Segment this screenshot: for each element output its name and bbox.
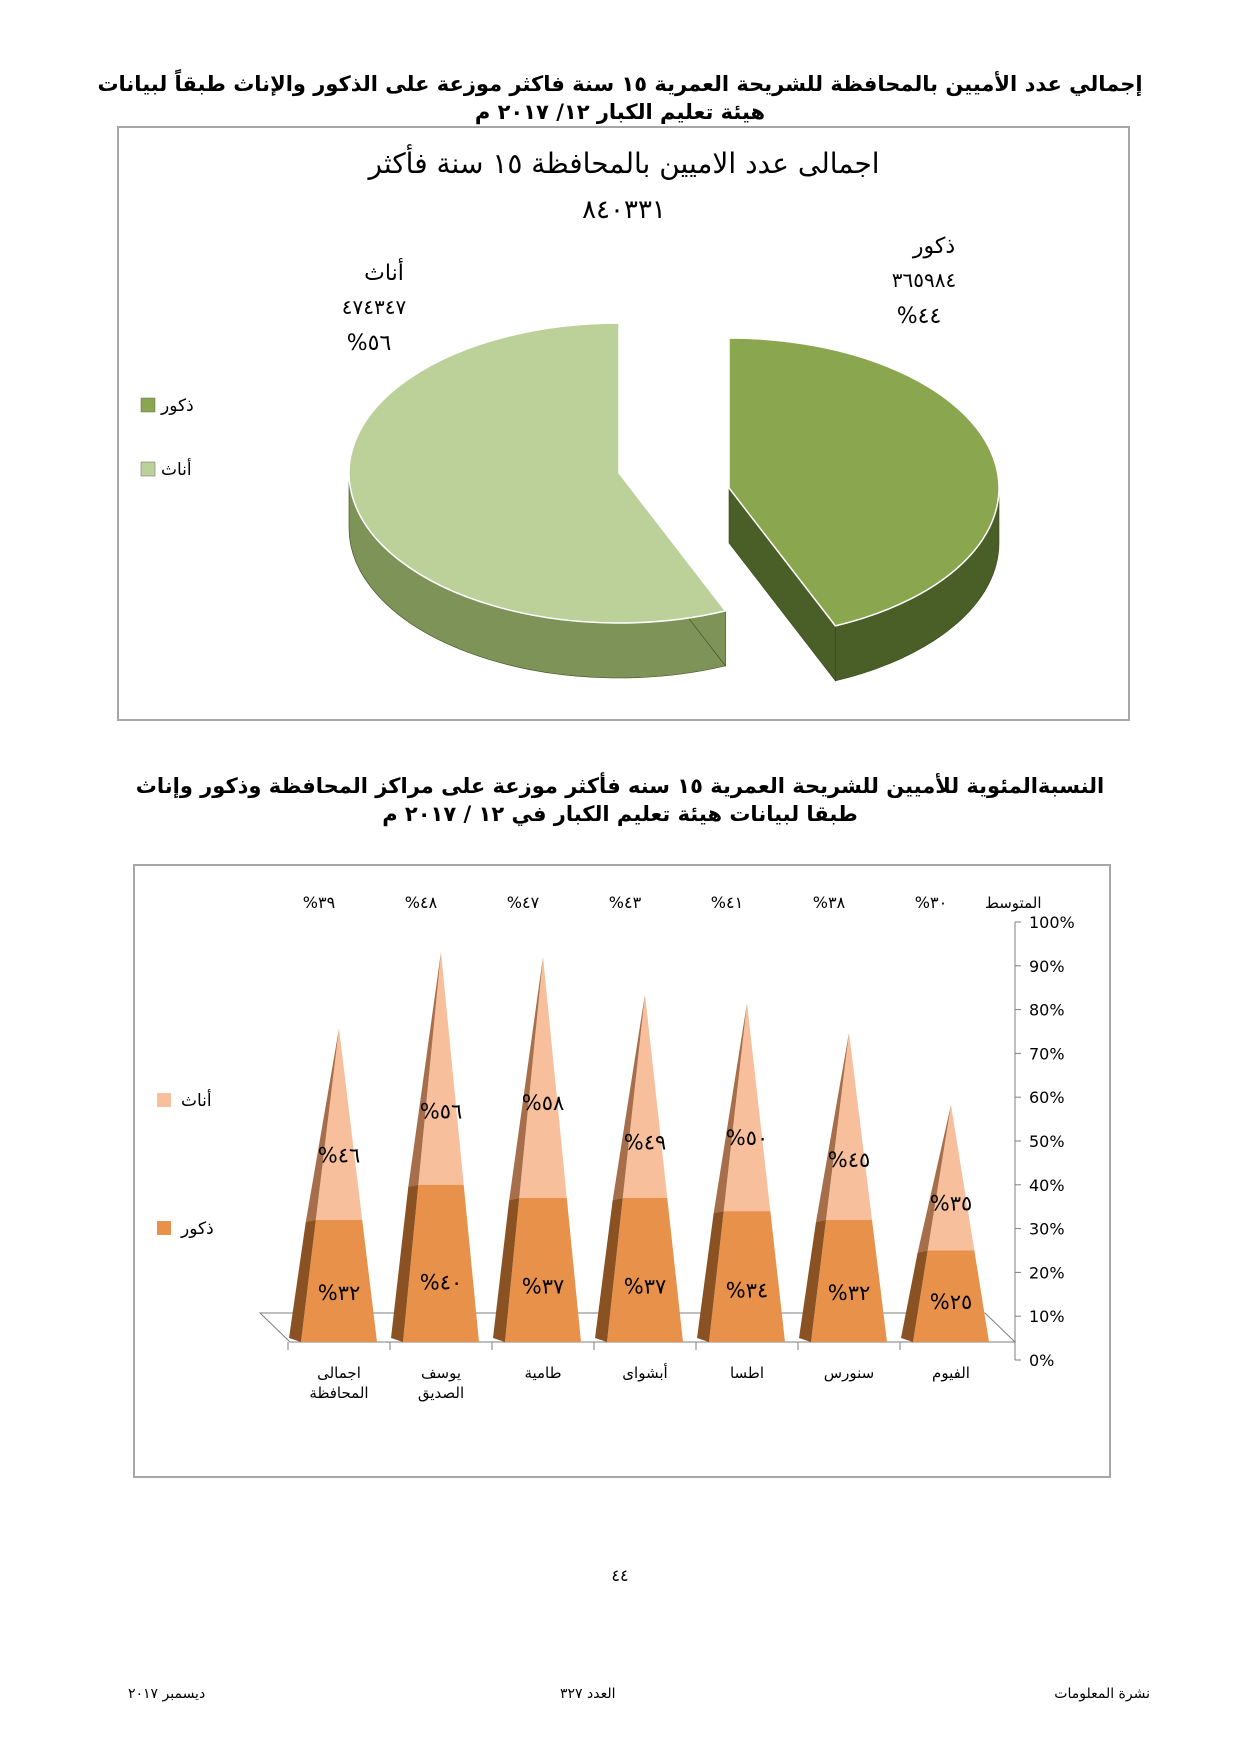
pie-title: اجمالى عدد الاميين بالمحافظة ١٥ سنة فأكثر [368,147,880,180]
pie-slice-percent: %٥٦ [346,331,392,356]
y-tick-label: 90% [1029,956,1065,976]
y-tick-label: 70% [1029,1044,1065,1064]
y-tick-label: 60% [1029,1088,1065,1108]
chart1-heading-line1: إجمالي عدد الأميين بالمحافظة للشريحة العمرية ١٥ سنة فاكثر موزعة على الذكور والإناث طبقاً لبيانات [97,72,1143,96]
pie-slice-name: أناث [364,261,404,286]
pie-total: ٨٤٠٣٣١ [582,195,666,225]
category-label: طامية [524,1364,562,1382]
y-tick-label: 40% [1029,1175,1065,1195]
category-label: اطسا [729,1364,765,1382]
footer-issue: العدد ٣٢٧ [560,1686,616,1702]
female-value-label: %٤٩ [623,1130,667,1155]
y-tick-label: 80% [1029,1000,1065,1020]
female-value-label: %٥٨ [521,1090,565,1115]
chart2-heading-line2: طبقا لبيانات هيئة تعليم الكبار في ١٢ / ٢٠١٧ م [382,802,858,826]
average-value: %٤٧ [506,893,540,912]
category-label: يوسف الصديق [417,1364,465,1402]
pie-legend-swatch [141,398,155,412]
pie-slice-value: ٣٦٥٩٨٤ [891,268,957,292]
chart2-heading-line1: النسبةالمئوية للأميين للشريحة العمرية ١٥ سنه فأكثر موزعة على مراكز المحافظة وذكور وإناث [135,774,1105,798]
category-label: اجمالى المحافظة [309,1364,369,1402]
pie-legend-label: ذكور [161,396,194,416]
y-tick-label: 20% [1029,1263,1065,1283]
y-tick-label: 30% [1029,1219,1065,1239]
pie-slice-name: ذكور [912,234,956,259]
male-value-label: %٣٧ [521,1274,565,1299]
footer-publication: نشرة المعلومات [1054,1686,1150,1702]
average-label: المتوسط [985,894,1042,912]
footer-date: ديسمبر ٢٠١٧ [128,1686,206,1702]
pie-slice-value: ٤٧٤٣٤٧ [341,295,407,319]
male-value-label: %٢٥ [929,1290,973,1315]
female-value-label: %٥٠ [725,1126,769,1150]
average-value: %٤٨ [404,893,438,912]
average-value: %٣٠ [914,893,948,912]
pie-legend-label: أناث [161,460,192,480]
female-value-label: %٣٥ [929,1191,973,1216]
male-value-label: %٣٧ [623,1274,667,1299]
average-value: %٤٣ [608,893,642,912]
average-value: %٤١ [710,893,744,912]
bar-legend-label: أناث [181,1091,212,1111]
average-value: %٣٨ [812,893,846,912]
pie-slice-percent: %٤٤ [896,304,942,329]
pie-chart [119,128,1128,719]
pie-legend-swatch [141,462,155,476]
female-value-label: %٤٦ [317,1143,361,1168]
y-tick-label: 50% [1029,1132,1065,1151]
female-value-label: %٤٥ [827,1147,871,1172]
average-value: %٣٩ [302,893,336,912]
category-label: أبشواى [622,1364,668,1382]
y-tick-label: 100% [1029,913,1075,932]
page-number: ٤٤ [611,1566,629,1585]
pie-slice [346,323,725,678]
male-value-label: %٣٤ [725,1278,769,1303]
pie-chart-frame [117,126,1130,721]
chart1-heading [90,70,1150,126]
bar-chart-frame [133,864,1111,1478]
bar-chart [135,866,1109,1476]
chart2-heading [90,772,1150,828]
male-value-label: %٤٠ [419,1270,463,1295]
pie-slice [729,338,999,681]
category-label: سنورس [823,1364,875,1382]
bar-legend-label: ذكور [181,1219,214,1239]
y-tick-label: 10% [1029,1307,1065,1327]
female-value-label: %٥٦ [419,1099,463,1124]
bar-legend-swatch [157,1221,171,1235]
category-label: الفيوم [932,1364,970,1382]
male-value-label: %٣٢ [317,1280,361,1305]
chart1-heading-line2: هيئة تعليم الكبار ١٢/ ٢٠١٧ م [474,100,766,124]
y-tick-label: 0% [1029,1351,1055,1370]
male-value-label: %٣٢ [827,1280,871,1305]
bar-legend-swatch [157,1093,171,1107]
